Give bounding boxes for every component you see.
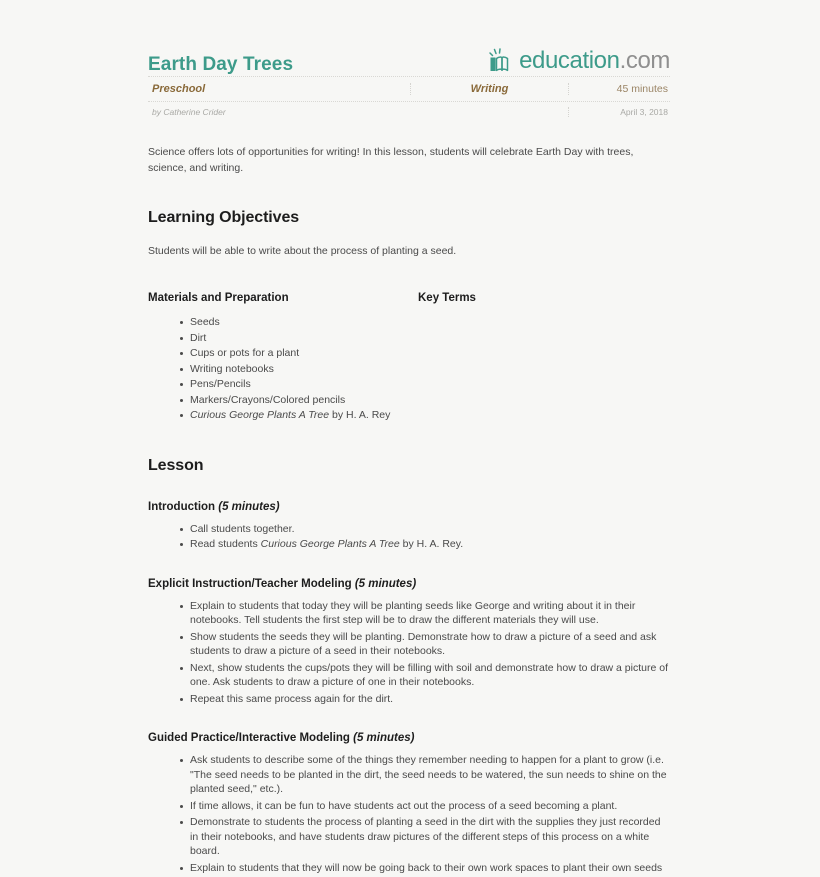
- meta-row: [148, 77, 670, 101]
- education-com-logo[interactable]: [487, 48, 670, 74]
- logo-wordmark: [519, 49, 670, 73]
- guided-practice-heading: [148, 732, 670, 744]
- introduction-list: [148, 522, 670, 552]
- explicit-instruction-title: Explicit Instruction/Teacher Modeling: [148, 577, 355, 590]
- author-name: by Catherine Crider: [152, 107, 226, 117]
- list-item: Repeat this same process again for the dirt.: [180, 692, 670, 707]
- list-item: Call students together.: [180, 522, 670, 537]
- lesson-description: Science offers lots of opportunities for writing! In this lesson, students will celebrate Earth Day with trees, science, and writing.: [148, 146, 634, 174]
- byline-date-cell: [568, 107, 670, 117]
- subject: Writing: [470, 83, 509, 95]
- key-terms-heading: Key Terms: [418, 292, 476, 304]
- document-content: [148, 0, 670, 877]
- publish-date: April 3, 2018: [620, 107, 668, 117]
- logo-word-education: education: [519, 47, 620, 74]
- introduction-title: Introduction: [148, 500, 219, 513]
- list-item: Markers/Crayons/Colored pencils: [180, 393, 418, 408]
- book-author: by H. A. Rey: [329, 409, 391, 421]
- introduction-heading: [148, 501, 670, 513]
- list-item: Cups or pots for a plant: [180, 346, 418, 361]
- introduction-duration: (5 minutes): [218, 500, 280, 513]
- guided-practice-title: Guided Practice/Interactive Modeling: [148, 732, 354, 744]
- learning-objectives-text: Students will be able to write about the process of planting a seed.: [148, 245, 457, 257]
- list-item: Demonstrate to students the process of planting a seed in the dirt with the supplies they just recorded in their notebooks, and have students draw pictures of the different steps of this process on a white board.: [180, 815, 670, 859]
- learning-objectives-heading: Learning Objectives: [148, 209, 300, 226]
- list-item: Writing notebooks: [180, 362, 418, 377]
- logo-word-dotcom: .com: [619, 47, 670, 74]
- explicit-instruction-heading: [148, 578, 670, 590]
- byline-author-cell: [148, 107, 568, 117]
- list-item: Explain to students that today they will be planting seeds like George and writing about it in their notebooks. Tell students the first step will be to draw the different materials they will use.: [180, 599, 670, 628]
- book-title: Curious George Plants A Tree: [190, 409, 330, 421]
- book-author: by H. A. Rey.: [399, 538, 464, 550]
- lesson-heading: Lesson: [148, 456, 204, 474]
- meta-subject-cell: [410, 83, 568, 95]
- list-item: Seeds: [180, 315, 418, 330]
- duration: 45 minutes: [616, 83, 668, 95]
- grade-level: Preschool: [152, 83, 206, 95]
- book-title: Curious George Plants A Tree: [260, 538, 400, 550]
- meta-duration-cell: [568, 83, 670, 95]
- open-book-icon: [487, 48, 517, 74]
- list-item: Next, show students the cups/pots they will be filling with soil and demonstrate how to draw a picture of one. Ask students to draw a picture of one in their notebooks.: [180, 661, 670, 690]
- explicit-instruction-list: [148, 599, 670, 707]
- byline-row: [148, 102, 670, 122]
- list-item-book: [180, 537, 670, 552]
- key-terms-column: [418, 292, 670, 424]
- meta-grade-cell: [148, 83, 410, 95]
- guided-practice-duration: (5 minutes): [353, 732, 415, 744]
- explicit-instruction-duration: (5 minutes): [354, 577, 417, 590]
- page-title: Earth Day Trees: [148, 54, 294, 75]
- document-header: [148, 0, 670, 76]
- read-prefix: Read students: [190, 538, 261, 550]
- list-item: Ask students to describe some of the things they remember needing to happen for a plant to grow (i.e. "The seed needs to be planted in the dirt, the seed needs to be watered, the sun needs to shine on the planted seed," etc.).: [180, 753, 670, 797]
- materials-heading: Materials and Preparation: [148, 292, 289, 304]
- list-item: Dirt: [180, 331, 418, 346]
- guided-practice-list: [148, 753, 670, 875]
- list-item-book: [180, 408, 418, 423]
- list-item: If time allows, it can be fun to have students act out the process of a seed becoming a plant.: [180, 799, 670, 814]
- list-item: Pens/Pencils: [180, 377, 418, 392]
- list-item: Show students the seeds they will be planting. Demonstrate how to draw a picture of a seed and ask students to draw a picture of a seed in their notebooks.: [180, 630, 670, 659]
- list-item: Explain to students that they will now be going back to their own work spaces to plant their own seeds: [180, 861, 670, 876]
- materials-list: [148, 315, 418, 423]
- materials-column: [148, 292, 418, 424]
- materials-keyterms-columns: [148, 292, 670, 424]
